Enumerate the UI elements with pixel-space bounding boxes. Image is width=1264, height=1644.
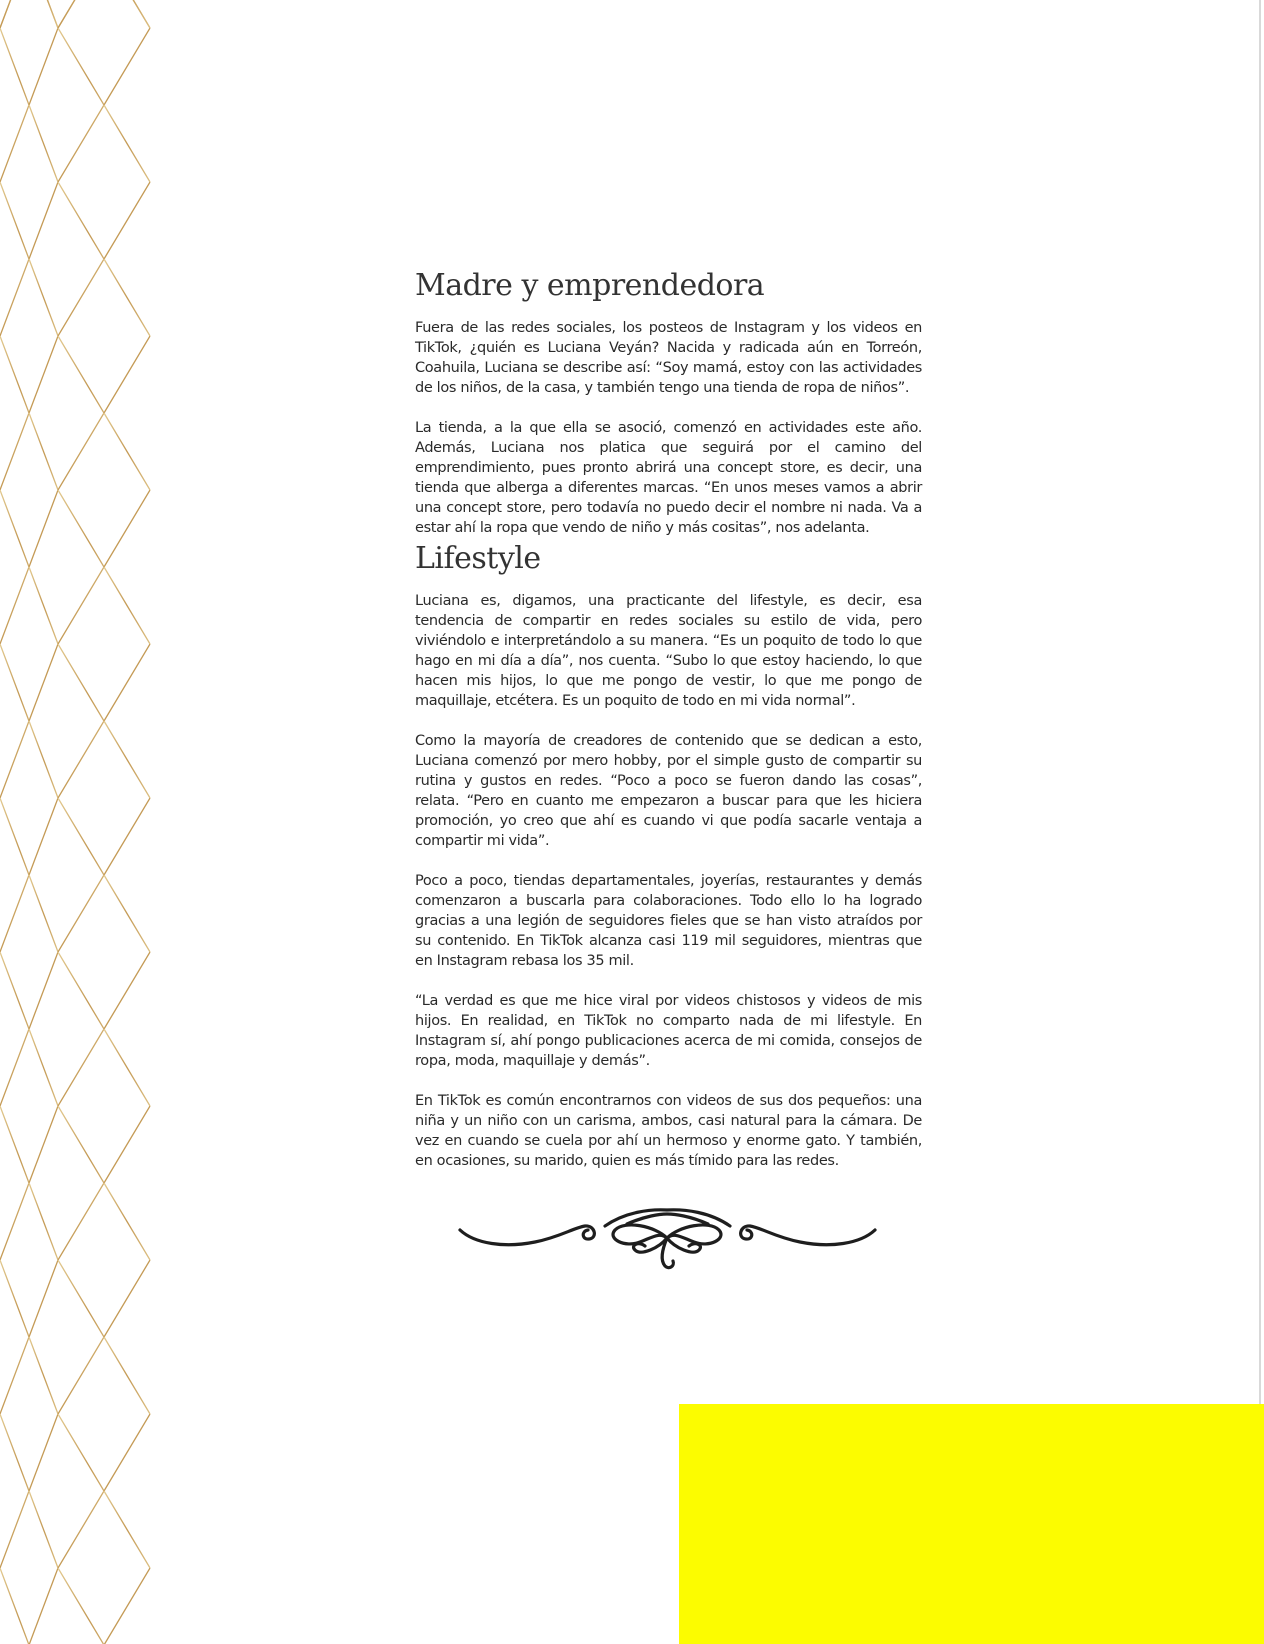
paragraph: En TikTok es común encontrarnos con videos de sus dos pequeños: una niña y un niño con un carisma, ambos, casi natural para la cámara. De vez en cuando se cuela por ahí un hermoso y enorme gato. Y también, en ocasiones, su marido, quien es más tímido para las redes. bbox=[415, 1093, 922, 1169]
diamond-lattice-pattern bbox=[0, 0, 152, 1644]
paragraph: “La verdad es que me hice viral por videos chistosos y videos de mis hijos. En realidad, en TikTok no comparto nada de mi lifestyle. En Instagram sí, ahí pongo publicaciones acerca de mi comida, consejos de ropa, moda, maquillaje y demás”. bbox=[415, 993, 922, 1069]
page-edge-rule bbox=[1259, 0, 1261, 1644]
yellow-accent-block bbox=[679, 1404, 1264, 1644]
article-body bbox=[415, 268, 922, 1191]
paragraph: Poco a poco, tiendas departamentales, joyerías, restaurantes y demás comenzaron a buscarla para colaboraciones. Todo ello lo ha logrado gracias a una legión de seguidores fieles que se han visto atraídos por su contenido. En TikTok alcanza casi 119 mil seguidores, mientras que en Instagram rebasa los 35 mil. bbox=[415, 873, 922, 969]
section-heading-lifestyle: Lifestyle bbox=[415, 541, 541, 576]
paragraph: Luciana es, digamos, una practicante del lifestyle, es decir, esa tendencia de compartir en redes sociales su estilo de vida, pero viviéndolo e interpretándolo a su manera. “Es un poquito de todo lo que hago en mi día a día”, nos cuenta. “Subo lo que estoy haciendo, lo que hacen mis hijos, lo que me pongo de vestir, lo que me pongo de maquillaje, etcétera. Es un poquito de todo en mi vida normal”. bbox=[415, 593, 922, 709]
paragraph: La tienda, a la que ella se asoció, comenzó en actividades este año. Además, Luciana nos platica que seguirá por el camino del emprendimiento, pues pronto abrirá una concept store, es decir, una tienda que alberga a diferentes marcas. “En unos meses vamos a abrir una concept store, pero todavía no puedo decir el nombre ni nada. Va a estar ahí la ropa que vendo de niño y más cositas”, nos adelanta. bbox=[415, 420, 922, 536]
flourish-divider-icon bbox=[455, 1208, 880, 1278]
paragraph: Fuera de las redes sociales, los posteos de Instagram y los videos en TikTok, ¿quién es Luciana Veyán? Nacida y radicada aún en Torreón, Coahuila, Luciana se describe así: “Soy mamá, estoy con las actividades de los niños, de la casa, y también tengo una tienda de ropa de niños”. bbox=[415, 320, 922, 396]
paragraph: Como la mayoría de creadores de contenido que se dedican a esto, Luciana comenzó por mero hobby, por el simple gusto de compartir su rutina y gustos en redes. “Poco a poco se fueron dando las cosas”, relata. “Pero en cuanto me empezaron a buscar para que les hiciera promoción, yo creo que ahí es cuando vi que podía sacarle ventaja a compartir mi vida”. bbox=[415, 733, 922, 849]
section-heading-madre-y-emprendedora: Madre y emprendedora bbox=[415, 268, 765, 303]
